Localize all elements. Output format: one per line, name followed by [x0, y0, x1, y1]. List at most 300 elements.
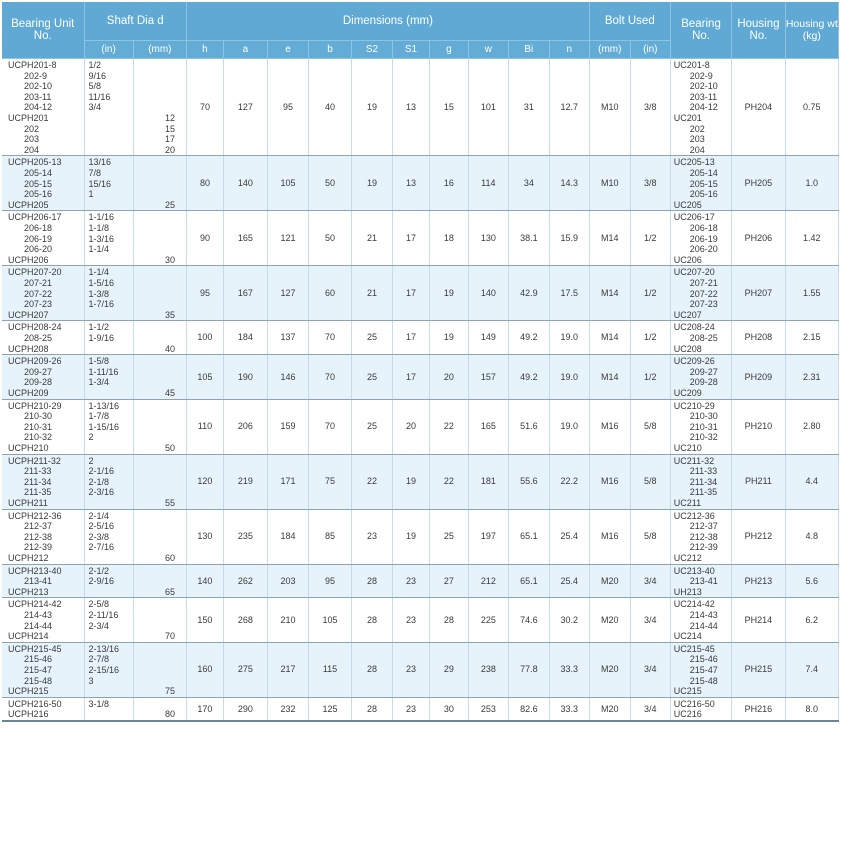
bearing-number: 205-14: [689, 167, 718, 178]
bolt-in-cell: 1/2: [630, 355, 670, 399]
bearing-number: 206-18: [689, 222, 718, 233]
dim-a: 127: [223, 59, 267, 156]
table-row: [2, 59, 839, 156]
bearing-unit-number: 202: [24, 123, 40, 134]
bearing-unit-cell: [2, 697, 84, 721]
dim-bi: 77.8: [508, 642, 549, 697]
header-dimensions: Dimensions (mm): [187, 2, 590, 41]
dim-g: 19: [429, 266, 468, 321]
shaft-inch-cell: [84, 598, 133, 642]
bolt-in-cell: 5/8: [630, 509, 670, 564]
dim-s2: 19: [352, 59, 393, 156]
bearing-number: 203-11: [689, 91, 718, 102]
shaft-inch-value: 1-15/16: [88, 421, 120, 432]
dim-w: 149: [468, 321, 508, 355]
housing-no-cell: PH207: [732, 266, 785, 321]
bearing-unit-cell: [2, 454, 84, 509]
dim-e: 105: [267, 156, 308, 211]
dim-bi: 49.2: [508, 321, 549, 355]
dim-b: 50: [308, 156, 351, 211]
dim-g: 15: [429, 59, 468, 156]
housing-wt-cell: 2.80: [785, 399, 838, 454]
bearing-unit-number: 202-9: [24, 70, 48, 81]
bearing-number: 214-43: [689, 609, 718, 620]
shaft-inch-value: 2-3/4: [88, 620, 110, 631]
table-row: [2, 642, 839, 697]
table-row: [2, 156, 839, 211]
bearing-unit-number: 212-38: [24, 531, 53, 542]
shaft-inch-value: 2: [88, 432, 94, 443]
shaft-inch-cell: [84, 211, 133, 266]
housing-no-cell: PH210: [732, 399, 785, 454]
bearing-unit-number: 210-30: [24, 411, 53, 422]
bearing-unit-number: UCPH212-36: [8, 510, 62, 521]
bearing-unit-number: 215-46: [24, 654, 53, 665]
shaft-inch-value: 1-7/16: [88, 299, 115, 310]
dim-bi: 55.6: [508, 454, 549, 509]
table-row: [2, 509, 839, 564]
dim-a: 184: [223, 321, 267, 355]
bearing-unit-number: 205-16: [24, 189, 53, 200]
dim-s1: 13: [393, 156, 430, 211]
bearing-number: 215-46: [689, 654, 718, 665]
dim-s1: 17: [393, 355, 430, 399]
shaft-inch-value: 2-5/16: [88, 521, 115, 532]
bearing-unit-number: 210-31: [24, 421, 53, 432]
subheader-mm: (mm): [133, 41, 186, 59]
bearing-unit-number: 211-35: [24, 487, 52, 498]
dim-s1: 19: [393, 454, 430, 509]
bearing-no-cell: [670, 399, 732, 454]
subheader-s1: S1: [393, 41, 430, 59]
subheader-w: w: [468, 41, 508, 59]
shaft-mm-value: 35: [164, 309, 175, 320]
shaft-inch-cell: [84, 642, 133, 697]
dim-s2: 23: [352, 509, 393, 564]
shaft-mm-value: 55: [164, 497, 175, 508]
subheader-b: b: [308, 41, 351, 59]
bearing-number: UC208-24: [673, 322, 715, 333]
dim-g: 20: [429, 355, 468, 399]
shaft-inch-value: 1/2: [88, 60, 102, 70]
bolt-mm-cell: M14: [589, 321, 630, 355]
table-row: [2, 211, 839, 266]
housing-no-cell: PH204: [732, 59, 785, 156]
bearing-number: 210-31: [689, 421, 718, 432]
dim-h: 70: [187, 59, 224, 156]
dim-b: 50: [308, 211, 351, 266]
bearing-unit-number: 203: [24, 134, 40, 145]
bearing-unit-cell: [2, 266, 84, 321]
housing-wt-cell: 7.4: [785, 642, 838, 697]
subheader-in: (in): [84, 41, 133, 59]
dim-g: 22: [429, 399, 468, 454]
shaft-mm-value: 25: [164, 199, 175, 210]
housing-wt-cell: 1.55: [785, 266, 838, 321]
shaft-inch-cell: [84, 697, 133, 721]
housing-wt-cell: 6.2: [785, 598, 838, 642]
bearing-number: 206-19: [689, 233, 718, 244]
dim-e: 203: [267, 564, 308, 598]
dim-h: 170: [187, 697, 224, 721]
shaft-inch-cell: [84, 509, 133, 564]
shaft-inch-value: 1-5/16: [88, 277, 115, 288]
shaft-inch-cell: [84, 59, 133, 156]
housing-wt-cell: 5.6: [785, 564, 838, 598]
bearing-number: 207-22: [689, 288, 718, 299]
shaft-mm-cell: [133, 266, 186, 321]
bearing-unit-cell: [2, 564, 84, 598]
header-bolt-used: Bolt Used: [589, 2, 670, 41]
bearing-number: UC207: [673, 309, 702, 320]
dim-h: 80: [187, 156, 224, 211]
bearing-unit-number: 206-18: [24, 222, 53, 233]
dim-e: 232: [267, 697, 308, 721]
bearing-unit-number: 212-37: [24, 521, 53, 532]
shaft-mm-value: 12: [164, 113, 175, 124]
shaft-inch-value: 15/16: [88, 178, 112, 189]
bearing-number: UC215: [673, 686, 702, 697]
housing-no-cell: PH215: [732, 642, 785, 697]
bearing-number: 206-20: [689, 244, 718, 255]
bearing-unit-number: UCPH211-32: [8, 455, 61, 466]
subheader-n: n: [549, 41, 589, 59]
table-row: [2, 697, 839, 721]
table-row: [2, 598, 839, 642]
dim-s2: 28: [352, 564, 393, 598]
bearing-number: 215-47: [689, 664, 718, 675]
bearing-number: 204: [689, 144, 705, 155]
dim-h: 110: [187, 399, 224, 454]
bolt-mm-cell: M16: [589, 399, 630, 454]
bearing-number: 212-39: [689, 542, 718, 553]
shaft-inch-value: 2-7/16: [88, 542, 115, 553]
dim-s2: 25: [352, 399, 393, 454]
bearing-unit-number: 209-27: [24, 366, 53, 377]
dim-n: 30.2: [549, 598, 589, 642]
dim-n: 12.7: [549, 59, 589, 156]
bearing-number: 202-10: [689, 81, 718, 92]
shaft-inch-value: 1-13/16: [88, 400, 120, 411]
shaft-inch-value: 3-1/8: [88, 698, 110, 709]
dim-e: 127: [267, 266, 308, 321]
bearing-number: UC212: [673, 552, 702, 563]
bolt-in-cell: 1/2: [630, 266, 670, 321]
housing-no-cell: PH213: [732, 564, 785, 598]
housing-no-cell: PH205: [732, 156, 785, 211]
dim-b: 40: [308, 59, 351, 156]
dim-n: 33.3: [549, 642, 589, 697]
bearing-unit-cell: [2, 211, 84, 266]
bearing-unit-number: 204-12: [24, 102, 53, 113]
shaft-mm-cell: [133, 355, 186, 399]
shaft-inch-value: 1-3/16: [88, 233, 115, 244]
dim-h: 90: [187, 211, 224, 266]
bolt-in-cell: 3/4: [630, 697, 670, 721]
dim-e: 159: [267, 399, 308, 454]
shaft-inch-value: 1-9/16: [88, 332, 115, 343]
dim-b: 70: [308, 399, 351, 454]
bolt-in-cell: 1/2: [630, 211, 670, 266]
shaft-inch-value: 2-7/8: [88, 654, 110, 665]
bolt-mm-cell: M10: [589, 156, 630, 211]
bearing-unit-number: UCPH212: [8, 552, 49, 563]
table-row: [2, 321, 839, 355]
dim-s1: 23: [393, 564, 430, 598]
shaft-mm-value: 50: [164, 442, 175, 453]
table-row: [2, 399, 839, 454]
housing-wt-cell: 2.15: [785, 321, 838, 355]
shaft-inch-cell: [84, 321, 133, 355]
dim-b: 60: [308, 266, 351, 321]
bearing-unit-number: UCPH210-29: [8, 400, 62, 411]
shaft-inch-value: 1-3/8: [88, 288, 110, 299]
dim-s2: 25: [352, 355, 393, 399]
shaft-inch-value: 1-1/4: [88, 244, 110, 255]
bearing-unit-number: 207-21: [24, 277, 53, 288]
subheader-h: h: [187, 41, 224, 59]
housing-no-cell: PH212: [732, 509, 785, 564]
bearing-no-cell: [670, 59, 732, 156]
dim-b: 70: [308, 355, 351, 399]
bearing-unit-number: 207-22: [24, 288, 53, 299]
bearing-unit-number: 204: [24, 144, 40, 155]
shaft-inch-value: 9/16: [88, 70, 107, 81]
dim-s1: 17: [393, 266, 430, 321]
bearing-number: 203: [689, 134, 705, 145]
housing-no-cell: PH208: [732, 321, 785, 355]
bearing-number: 210-32: [689, 432, 718, 443]
table-row: [2, 266, 839, 321]
shaft-inch-value: 3: [88, 675, 94, 686]
dim-e: 95: [267, 59, 308, 156]
shaft-inch-value: 1-1/16: [88, 212, 115, 223]
header-bearing-unit: Bearing Unit No.: [2, 2, 84, 59]
bearing-unit-number: 214-44: [24, 620, 53, 631]
bearing-unit-number: UCPH209: [8, 387, 49, 398]
bearing-unit-number: 209-28: [24, 377, 53, 388]
dim-s2: 28: [352, 697, 393, 721]
dim-bi: 42.9: [508, 266, 549, 321]
bolt-mm-cell: M14: [589, 266, 630, 321]
shaft-mm-cell: [133, 59, 186, 156]
dim-w: 130: [468, 211, 508, 266]
bearing-unit-number: UCPH201: [8, 112, 49, 123]
shaft-inch-cell: [84, 454, 133, 509]
bearing-unit-cell: [2, 399, 84, 454]
bearing-number: 208-25: [689, 332, 718, 343]
bearing-unit-number: 207-23: [24, 299, 53, 310]
dim-b: 125: [308, 697, 351, 721]
dim-b: 85: [308, 509, 351, 564]
dim-s2: 21: [352, 211, 393, 266]
dim-n: 14.3: [549, 156, 589, 211]
bolt-mm-cell: M20: [589, 697, 630, 721]
bearing-unit-number: UCPH214: [8, 631, 49, 642]
shaft-inch-value: 1-11/16: [88, 366, 119, 377]
dim-e: 210: [267, 598, 308, 642]
bearing-unit-number: 208-25: [24, 332, 53, 343]
housing-no-cell: PH206: [732, 211, 785, 266]
shaft-mm-value: 80: [164, 709, 175, 720]
subheader-s2: S2: [352, 41, 393, 59]
shaft-mm-value: 30: [164, 254, 175, 265]
shaft-inch-value: 13/16: [88, 157, 112, 168]
shaft-inch-value: 1-1/2: [88, 322, 110, 333]
dim-a: 268: [223, 598, 267, 642]
header-housing-no: Housing No.: [732, 2, 785, 59]
bearing-number: UC207-20: [673, 267, 715, 278]
shaft-inch-value: 5/8: [88, 81, 102, 92]
bearing-unit-number: 215-48: [24, 675, 53, 686]
shaft-inch-value: 2-5/8: [88, 599, 110, 610]
bearing-number: UC211-32: [673, 455, 715, 466]
bearing-no-cell: [670, 156, 732, 211]
bearing-unit-number: 214-43: [24, 609, 53, 620]
dim-a: 290: [223, 697, 267, 721]
bearing-number: 202: [689, 123, 705, 134]
housing-wt-cell: 0.75: [785, 59, 838, 156]
bearing-no-cell: [670, 454, 732, 509]
bearing-number: UC208: [673, 343, 702, 354]
bearing-number: 205-15: [689, 178, 718, 189]
dim-n: 22.2: [549, 454, 589, 509]
dim-g: 29: [429, 642, 468, 697]
dim-g: 25: [429, 509, 468, 564]
housing-no-cell: PH214: [732, 598, 785, 642]
dim-b: 115: [308, 642, 351, 697]
housing-wt-cell: 8.0: [785, 697, 838, 721]
bearing-unit-number: 205-15: [24, 178, 53, 189]
bearing-number: UC216: [673, 709, 702, 720]
dim-e: 171: [267, 454, 308, 509]
bearing-number: UC211: [673, 497, 702, 508]
dim-b: 105: [308, 598, 351, 642]
bearing-number: 210-30: [689, 411, 718, 422]
subheader-bolt-in: (in): [630, 41, 670, 59]
shaft-mm-cell: [133, 509, 186, 564]
dim-g: 16: [429, 156, 468, 211]
shaft-inch-value: 1-1/4: [88, 267, 110, 278]
bearing-unit-number: UCPH207-20: [8, 267, 62, 278]
bearing-number: UH213: [673, 586, 702, 597]
dim-e: 121: [267, 211, 308, 266]
dim-b: 70: [308, 321, 351, 355]
bearing-unit-cell: [2, 598, 84, 642]
table-row: [2, 355, 839, 399]
bearing-unit-number: 210-32: [24, 432, 53, 443]
bearing-no-cell: [670, 266, 732, 321]
shaft-inch-value: 1: [88, 189, 94, 200]
shaft-mm-cell: [133, 642, 186, 697]
bearing-unit-cell: [2, 355, 84, 399]
dim-s1: 13: [393, 59, 430, 156]
bolt-in-cell: 5/8: [630, 454, 670, 509]
bearing-unit-number: UCPH201-8: [8, 60, 57, 70]
bearing-unit-number: UCPH209-26: [8, 356, 62, 367]
bearing-number: UC205: [673, 199, 702, 210]
bearing-number: UC215-45: [673, 643, 715, 654]
shaft-mm-value: 45: [164, 387, 175, 398]
dim-s1: 20: [393, 399, 430, 454]
shaft-inch-cell: [84, 266, 133, 321]
dim-s1: 23: [393, 642, 430, 697]
dim-s1: 23: [393, 697, 430, 721]
shaft-inch-value: 2-11/16: [88, 609, 119, 620]
shaft-mm-cell: [133, 399, 186, 454]
shaft-mm-value: 17: [164, 134, 175, 145]
bearing-number: UC210: [673, 442, 702, 453]
shaft-inch-cell: [84, 355, 133, 399]
dim-s2: 28: [352, 642, 393, 697]
subheader-bi: Bi: [508, 41, 549, 59]
bearing-number: 211-34: [689, 476, 718, 487]
bearing-unit-number: UCPH216-50: [8, 698, 62, 709]
bearing-unit-cell: [2, 509, 84, 564]
bolt-mm-cell: M20: [589, 564, 630, 598]
bolt-in-cell: 3/8: [630, 156, 670, 211]
dim-a: 140: [223, 156, 267, 211]
dim-w: 238: [468, 642, 508, 697]
dim-w: 253: [468, 697, 508, 721]
bearing-unit-number: 211-34: [24, 476, 52, 487]
bearing-no-cell: [670, 509, 732, 564]
dim-b: 95: [308, 564, 351, 598]
bearing-number: UC206: [673, 254, 702, 265]
bearing-number: 204-12: [689, 102, 718, 113]
bearing-unit-cell: [2, 156, 84, 211]
bearing-unit-number: UCPH215: [8, 686, 49, 697]
bearing-number: UC209-26: [673, 356, 715, 367]
dim-w: 165: [468, 399, 508, 454]
spec-table: [2, 2, 839, 722]
dim-s1: 23: [393, 598, 430, 642]
shaft-mm-value: 75: [164, 686, 175, 697]
dim-h: 150: [187, 598, 224, 642]
dim-n: 19.0: [549, 399, 589, 454]
bearing-unit-cell: [2, 321, 84, 355]
bearing-unit-cell: [2, 59, 84, 156]
bearing-no-cell: [670, 321, 732, 355]
dim-bi: 74.6: [508, 598, 549, 642]
shaft-inch-value: 2-1/4: [88, 510, 110, 521]
dim-s1: 17: [393, 211, 430, 266]
bearing-no-cell: [670, 598, 732, 642]
dim-g: 19: [429, 321, 468, 355]
bolt-mm-cell: M20: [589, 598, 630, 642]
housing-no-cell: PH216: [732, 697, 785, 721]
bearing-number: UC213-40: [673, 565, 715, 576]
dim-n: 19.0: [549, 355, 589, 399]
dim-bi: 31: [508, 59, 549, 156]
shaft-inch-value: 2: [88, 455, 94, 466]
shaft-mm-value: 70: [164, 631, 175, 642]
housing-wt-cell: 4.8: [785, 509, 838, 564]
shaft-mm-cell: [133, 697, 186, 721]
bearing-unit-number: UCPH213: [8, 586, 49, 597]
housing-wt-cell: 4.4: [785, 454, 838, 509]
shaft-inch-cell: [84, 156, 133, 211]
shaft-inch-value: 2-9/16: [88, 576, 115, 587]
shaft-inch-value: 3/4: [88, 102, 102, 113]
shaft-mm-value: 40: [164, 343, 175, 354]
dim-g: 18: [429, 211, 468, 266]
bearing-no-cell: [670, 355, 732, 399]
bearing-number: 202-9: [689, 70, 713, 81]
dim-bi: 34: [508, 156, 549, 211]
bearing-number: 209-28: [689, 377, 718, 388]
dim-h: 105: [187, 355, 224, 399]
